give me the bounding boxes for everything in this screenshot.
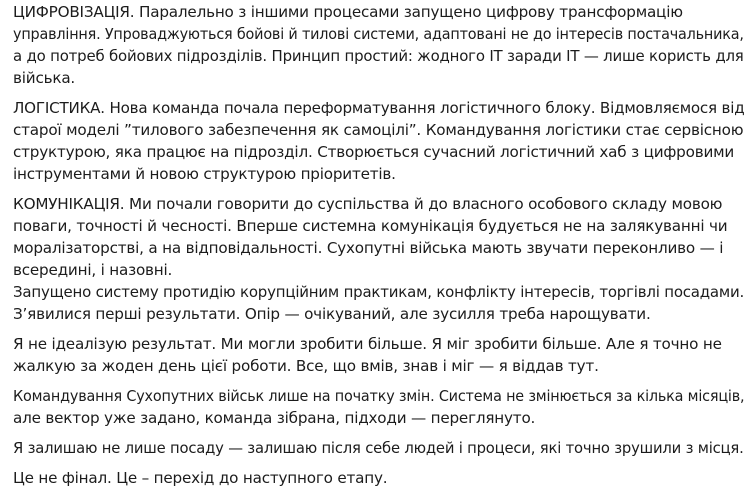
text-line: всередині, і назовні. [13,261,173,279]
text-line: ЦИФРОВІЗАЦІЯ. Паралельно з іншими процесами запущено цифрову трансформацію [13,3,683,21]
paragraph-communication [13,193,744,281]
text-line: Запущено систему протидію корупційним практикам, конфлікту інтересів, торгівлі посадами. [13,283,745,301]
text-line: війська. [13,69,76,87]
text-line: Командування Сухопутних військ лише на початку змін. Система не змінюється за кілька місяців, [13,387,745,405]
text-line: інструментами й новою структурою пріоритетів. [13,165,396,183]
text-line: Це не фінал. Це – перехід до наступного етапу. [13,469,388,487]
paragraph-anticorruption [13,281,744,325]
paragraph-leaving [13,437,744,459]
text-line: Я не ідеалізую результат. Ми могли зробити більше. Я міг зробити більше. Але я точно не [13,335,722,353]
text-line: старої моделі ”тилового забезпечення як самоцілі”. Командування логістики стає сервісною [13,121,744,139]
text-line: Я залишаю не лише посаду — залишаю після себе людей і процеси, які точно зрушили з місця. [13,439,744,457]
paragraph-digitalization [13,1,744,89]
text-line: З’явилися перші результати. Опір — очікуваний, але зусилля треба нарощувати. [13,305,651,323]
text-line: а до потреб бойових підрозділів. Принцип простий: жодного ІТ заради ІТ — лише користь для [13,47,744,65]
paragraph-closing [13,467,744,489]
text-line: структурою, яка працює на підрозділ. Створюється сучасний логістичний хаб з цифровими [13,143,735,161]
text-line: жалкую за жоден день цієї роботи. Все, що вмів, знав і міг — я віддав тут. [13,357,599,375]
paragraph-logistics [13,97,744,185]
text-line: але вектор уже задано, команда зібрана, підходи — переглянуто. [13,409,536,427]
paragraph-reflection [13,333,744,377]
text-line: поваги, точності й чесності. Вперше системна комунікація будується не на залякуванні чи [13,217,728,235]
paragraph-command-changes [13,385,744,429]
text-line: управління. Упроваджуються бойові й тилові системи, адаптовані не до інтересів постачальника, [13,25,744,43]
text-line: ЛОГІСТИКА. Нова команда почала переформатування логістичного блоку. Відмовляємося від [13,99,745,117]
text-line: КОМУНІКАЦІЯ. Ми почали говорити до суспільства й до власного особового складу мовою [13,195,723,213]
text-line: моралізаторстві, а на відповідальності. Сухопутні війська мають звучати переконливо — і [13,239,724,257]
